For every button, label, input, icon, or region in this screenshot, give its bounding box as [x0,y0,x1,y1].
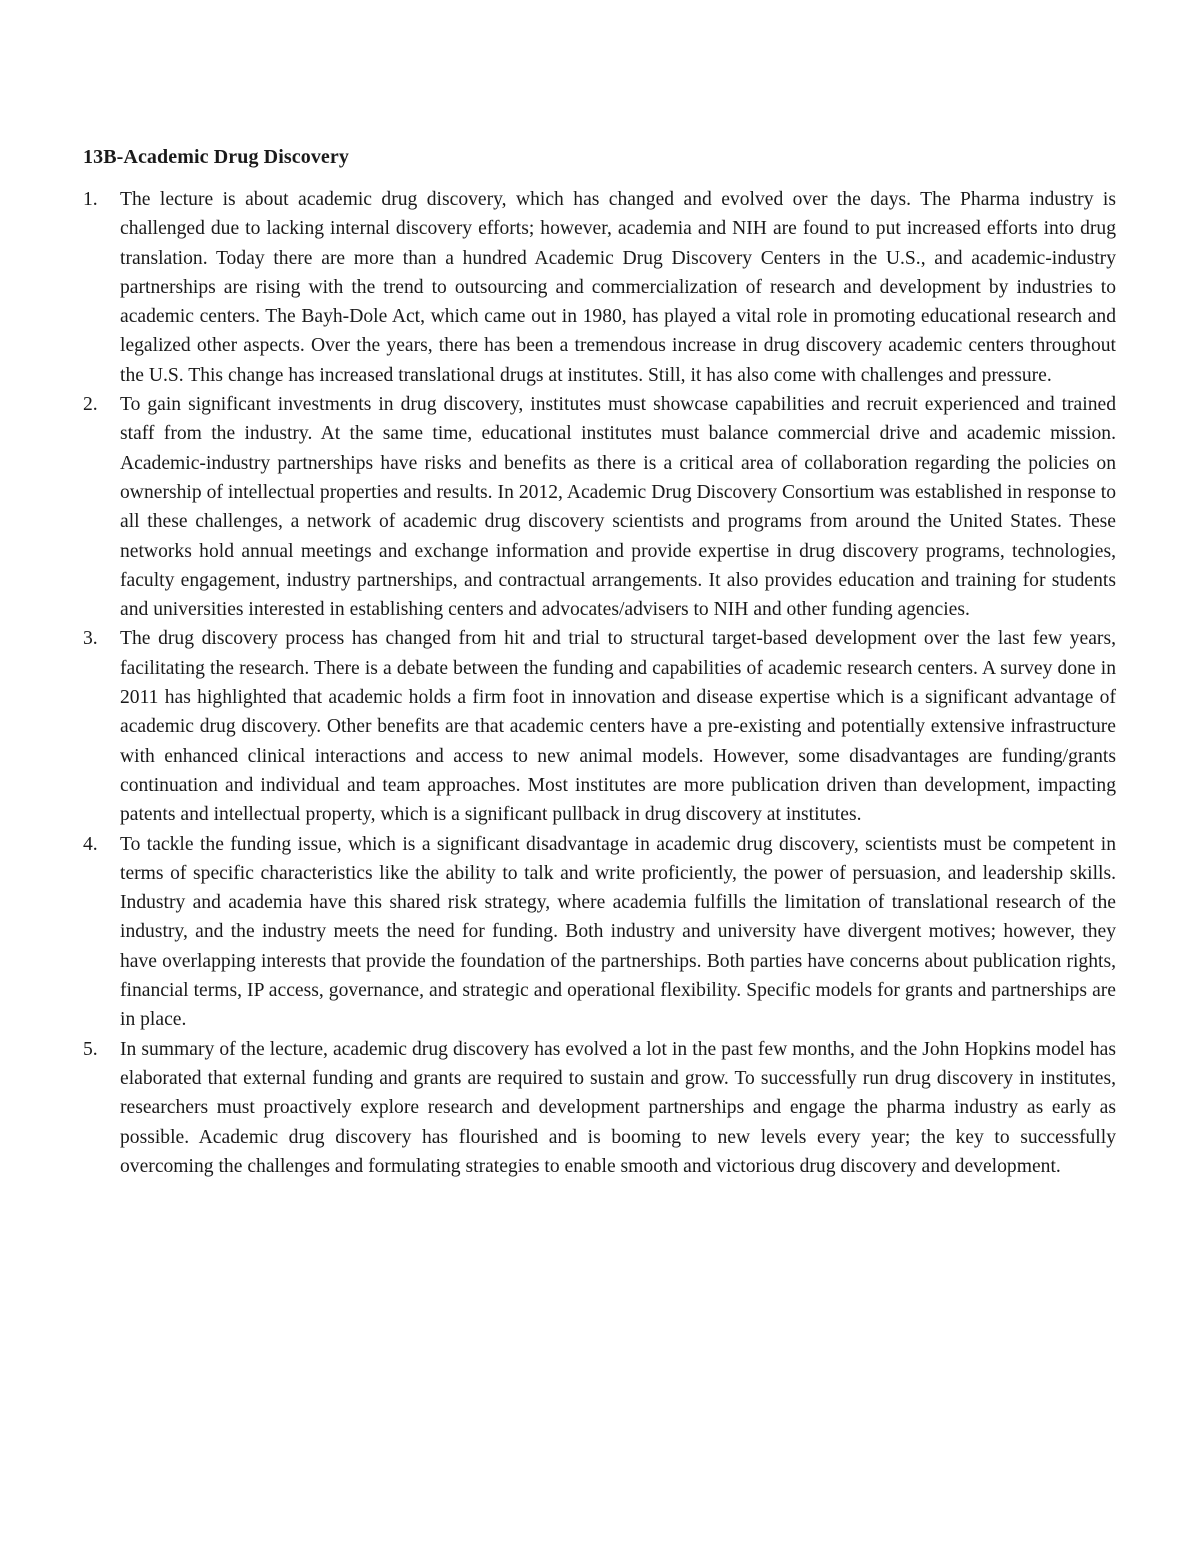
list-item-number: 4. [83,833,98,855]
list-item-text: The drug discovery process has changed from hit and trial to structural target-based development over the last few years, facilitating the research. There is a debate between the funding and capabilities of academic research centers. A survey done in 2011 has highlighted that academic holds a firm foot in innovation and disease expertise which is a significant advantage of academic drug discovery. Other benefits are that academic centers have a pre-existing and potentially extensive infrastructure with enhanced clinical interactions and access to new animal models. However, some disadvantages are funding/grants continuation and individual and team approaches. Most institutes are more publication driven than development, impacting patents and intellectual property, which is a significant pullback in drug discovery at institutes. [120,628,1116,826]
list-item [83,624,1116,829]
list-item-text: In summary of the lecture, academic drug discovery has evolved a lot in the past few months, and the John Hopkins model has elaborated that external funding and grants are required to sustain and grow. To successfully run drug discovery in institutes, researchers must proactively explore research and development partnerships and engage the pharma industry as early as possible. Academic drug discovery has flourished and is booming to new levels every year; the key to successfully overcoming the challenges and formulating strategies to enable smooth and victorious drug discovery and development. [120,1038,1116,1177]
list-item [83,1035,1116,1181]
list-item [83,830,1116,1035]
list-item-number: 2. [83,394,98,416]
list-item-number: 3. [83,628,98,650]
list-item-number: 5. [83,1038,98,1060]
list-item-text: To tackle the funding issue, which is a significant disadvantage in academic drug discovery, scientists must be competent in terms of specific characteristics like the ability to talk and write proficiently, the power of persuasion, and leadership skills. Industry and academia have this shared risk strategy, where academia fulfills the limitation of translational research of the industry, and the industry meets the need for funding. Both industry and university have divergent motives; however, they have overlapping interests that provide the foundation of the partnerships. Both parties have concerns about publication rights, financial terms, IP access, governance, and strategic and operational flexibility. Specific models for grants and partnerships are in place. [120,833,1116,1031]
list-item-number: 1. [83,189,98,210]
list-item [83,390,1116,624]
list-item [83,185,1116,390]
list-item-text: The lecture is about academic drug discovery, which has changed and evolved over the days. The Pharma industry is challenged due to lacking internal discovery efforts; however, academia and NIH are found to put increased efforts into drug translation. Today there are more than a hundred Academic Drug Discovery Centers in the U.S., and academic-industry partnerships are rising with the trend to outsourcing and commercialization of research and development by industries to academic centers. The Bayh-Dole Act, which came out in 1980, has played a vital role in promoting educational research and legalized other aspects. Over the years, there has been a tremendous increase in drug discovery academic centers throughout the U.S. This change has increased translational drugs at institutes. Still, it has also come with challenges and pressure. [120,189,1116,386]
list-item-text: To gain significant investments in drug discovery, institutes must showcase capabilities and recruit experienced and trained staff from the industry. At the same time, educational institutes must balance commercial drive and academic mission. Academic-industry partnerships have risks and benefits as there is a critical area of collaboration regarding the policies on ownership of intellectual properties and results. In 2012, Academic Drug Discovery Consortium was established in response to all these challenges, a network of academic drug discovery scientists and programs from around the United States. These networks hold annual meetings and exchange information and provide expertise in drug discovery programs, technologies, faculty engagement, industry partnerships, and contractual arrangements. It also provides education and training for students and universities interested in establishing centers and advocates/advisers to NIH and other funding agencies. [120,394,1116,621]
document-title: 13B-Academic Drug Discovery [83,146,349,168]
numbered-list [83,185,1116,1181]
